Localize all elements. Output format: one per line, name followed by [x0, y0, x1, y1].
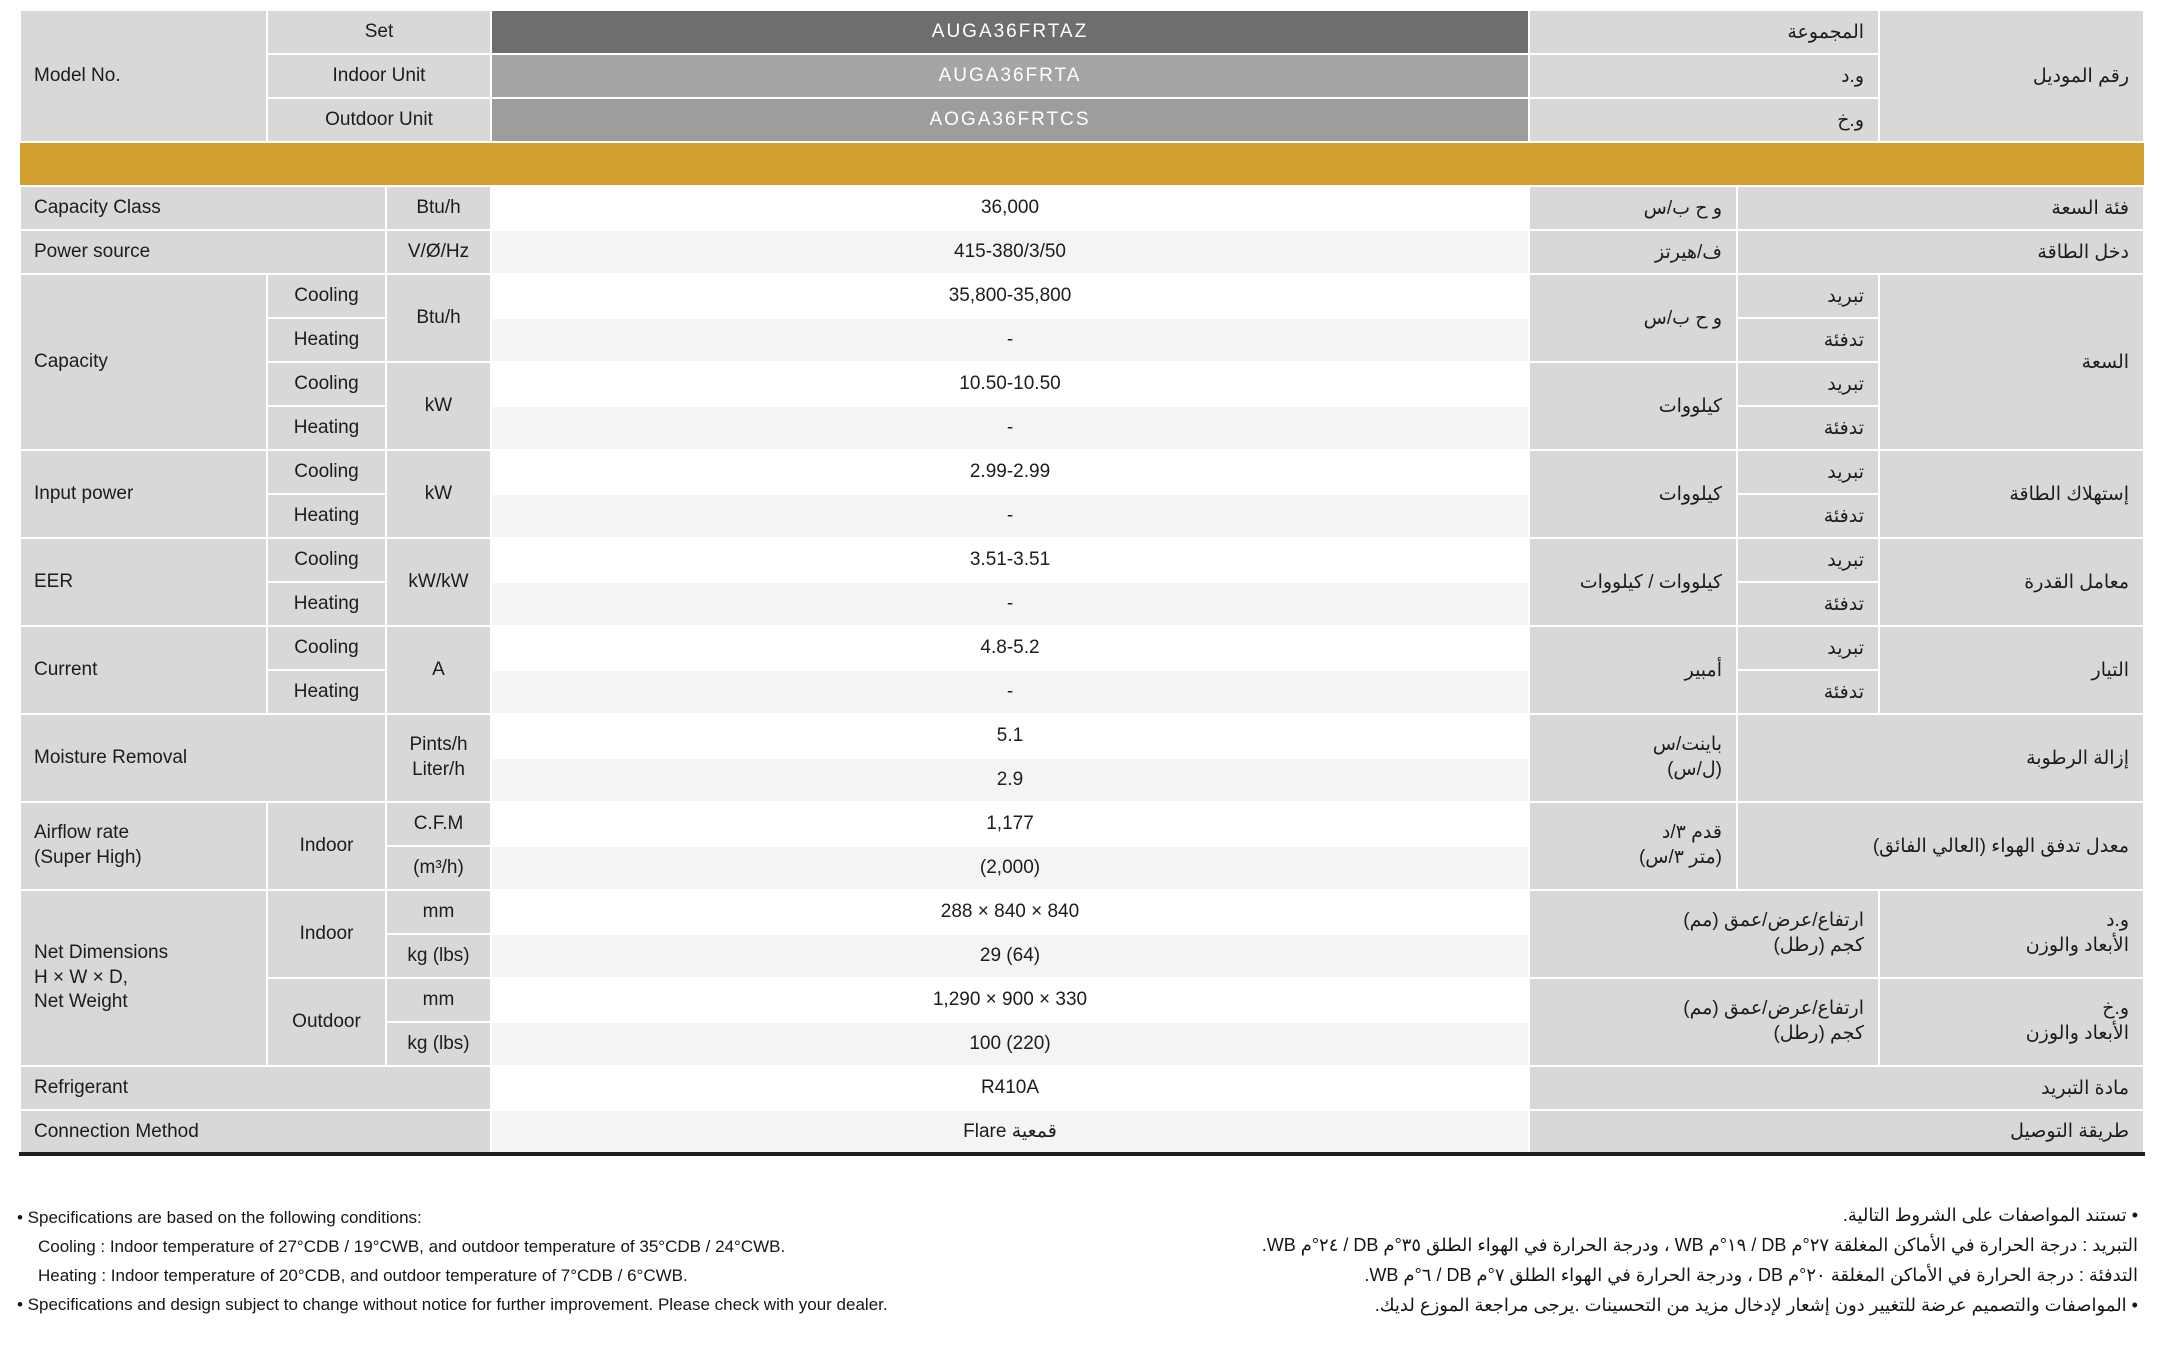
capacity-kw-unit-ar: كيلووات	[1529, 362, 1737, 450]
power-source-label: Power source	[20, 230, 386, 274]
moisture-label-ar: إزالة الرطوبة	[1737, 714, 2144, 802]
row-moisture-pints	[20, 714, 2144, 758]
capacity-class-unit-ar: و ح ب/س	[1529, 186, 1737, 230]
moisture-label: Moisture Removal	[20, 714, 386, 802]
airflow-unit-ar-line2: (متر ٣/س)	[1638, 847, 1722, 868]
eer-unit-ar: كيلووات / كيلووات	[1529, 538, 1737, 626]
gold-separator	[20, 142, 2144, 186]
capacity-class-label-ar: فئة السعة	[1737, 186, 2144, 230]
eer-unit: kW/kW	[386, 538, 491, 626]
moisture-pints-value: 5.1	[491, 714, 1529, 758]
connection-label-ar: طريقة التوصيل	[1529, 1110, 2144, 1154]
outdoor-model-value: AOGA36FRTCS	[491, 98, 1529, 142]
model-no-label: Model No.	[20, 10, 267, 142]
input-power-heating-sub-ar: تدفئة	[1737, 494, 1879, 538]
dim-outdoor-mm-value: 1,290 × 900 × 330	[491, 978, 1529, 1022]
moisture-unit-ar-pints: باينت/س	[1652, 734, 1722, 756]
input-power-cooling-sub: Cooling	[267, 450, 386, 494]
row-model-set	[20, 10, 2144, 54]
power-source-unit-ar: ف/هيرتز	[1529, 230, 1737, 274]
power-source-label-ar: دخل الطاقة	[1737, 230, 2144, 274]
eer-label-ar: معامل القدرة	[1879, 538, 2144, 626]
dimensions-label-line3: Net Weight	[34, 991, 128, 1013]
row-capacity-kw-heating	[20, 406, 2144, 450]
indoor-model-value: AUGA36FRTA	[491, 54, 1529, 98]
dimensions-label-line2: H × W × D,	[34, 966, 128, 988]
capacity-kw-heating-sub: Heating	[267, 406, 386, 450]
input-power-label: Input power	[20, 450, 267, 538]
footnote-ar-line-4: • المواصفات والتصميم عرضة للتغيير دون إشعار لإدخال مزيد من التحسينات .يرجى مراجعة الموزع لديك.	[1374, 1295, 2138, 1315]
connection-label: Connection Method	[20, 1110, 491, 1154]
dimensions-label-line1: Net Dimensions	[34, 941, 169, 963]
airflow-unit-m3h: (m³/h)	[386, 846, 491, 890]
dimensions-label	[20, 890, 267, 1066]
input-power-heating-sub: Heating	[267, 494, 386, 538]
row-dim-outdoor-mm	[20, 978, 2144, 1022]
moisture-unit	[386, 714, 491, 802]
dim-indoor-label-ar-line2: الأبعاد والوزن	[2025, 935, 2130, 956]
dim-outdoor-label-ar-line1: و.خ	[2102, 998, 2130, 1020]
eer-heating-sub: Heating	[267, 582, 386, 626]
dim-outdoor-unit-ar-line2: كجم (رطل)	[1773, 1023, 1865, 1044]
dim-indoor-kg-value: 29 (64)	[491, 934, 1529, 978]
row-eer-heating	[20, 582, 2144, 626]
capacity-kw-heating-sub-ar: تدفئة	[1737, 406, 1879, 450]
input-power-cooling-sub-ar: تبريد	[1737, 450, 1879, 494]
footnotes-english	[17, 1203, 888, 1319]
row-model-outdoor	[20, 98, 2144, 142]
row-current-heating	[20, 670, 2144, 714]
row-connection-method	[20, 1110, 2144, 1154]
eer-cooling-sub-ar: تبريد	[1737, 538, 1879, 582]
current-label-ar: التيار	[1879, 626, 2144, 714]
dim-indoor-label-ar-line1: و.د	[2106, 910, 2130, 932]
row-input-power-cooling	[20, 450, 2144, 494]
footnotes-arabic	[1262, 1200, 2138, 1320]
footnote-ar-line-1: • تستند المواصفات على الشروط التالية.	[1842, 1205, 2138, 1225]
outdoor-unit-label-ar: و.خ	[1529, 98, 1879, 142]
indoor-unit-label-ar: و.د	[1529, 54, 1879, 98]
airflow-label-ar: معدل تدفق الهواء (العالي الفائق)	[1737, 802, 2144, 890]
spec-table	[19, 9, 2145, 1156]
moisture-unit-pints: Pints/h	[409, 734, 468, 756]
connection-value: Flare قمعية	[491, 1110, 1529, 1154]
current-unit-ar: أمبير	[1529, 626, 1737, 714]
dim-outdoor-sub: Outdoor	[267, 978, 386, 1066]
eer-cooling-value: 3.51-3.51	[491, 538, 1529, 582]
dim-outdoor-unit-kg: kg (lbs)	[386, 1022, 491, 1066]
set-label: Set	[267, 10, 491, 54]
airflow-unit-ar-line1: قدم ٣/د	[1661, 822, 1722, 844]
footnote-en-line-3: Heating : Indoor temperature of 20°CDB, and outdoor temperature of 7°CDB / 6°CWB.	[38, 1266, 688, 1285]
airflow-unit-cfm: C.F.M	[386, 802, 491, 846]
row-capacity-btuh-heating	[20, 318, 2144, 362]
current-label: Current	[20, 626, 267, 714]
indoor-unit-label: Indoor Unit	[267, 54, 491, 98]
capacity-kw-heating-value: -	[491, 406, 1529, 450]
set-model-value: AUGA36FRTAZ	[491, 10, 1529, 54]
input-power-unit-ar: كيلووات	[1529, 450, 1737, 538]
moisture-unit-ar	[1529, 714, 1737, 802]
moisture-unit-ar-liter: (ل/س)	[1667, 759, 1722, 780]
row-current-cooling	[20, 626, 2144, 670]
current-cooling-value: 4.8-5.2	[491, 626, 1529, 670]
airflow-m3h-value: (2,000)	[491, 846, 1529, 890]
footnote-en-line-4: • Specifications and design subject to change without notice for further improvement. Please check with your dealer.	[17, 1295, 888, 1314]
dim-indoor-label-ar	[1879, 890, 2144, 978]
input-power-heating-value: -	[491, 494, 1529, 538]
footnote-en-line-1: • Specifications are based on the following conditions:	[17, 1208, 422, 1227]
row-power-source	[20, 230, 2144, 274]
capacity-label: Capacity	[20, 274, 267, 450]
current-unit: A	[386, 626, 491, 714]
dim-outdoor-unit-ar	[1529, 978, 1879, 1066]
row-capacity-kw-cooling	[20, 362, 2144, 406]
current-heating-value: -	[491, 670, 1529, 714]
row-capacity-btuh-cooling	[20, 274, 2144, 318]
input-power-label-ar: إستهلاك الطاقة	[1879, 450, 2144, 538]
row-input-power-heating	[20, 494, 2144, 538]
airflow-cfm-value: 1,177	[491, 802, 1529, 846]
eer-cooling-sub: Cooling	[267, 538, 386, 582]
dim-indoor-unit-ar-line1: ارتفاع/عرض/عمق (مم)	[1683, 910, 1865, 932]
row-airflow-cfm	[20, 802, 2144, 846]
footnote-ar-line-3: التدفئة : درجة الحرارة في الأماكن المغلقة ٢٠°م DB ، ودرجة الحرارة في الهواء الطلق ٧°م DB / ٦°م WB.	[1364, 1265, 2138, 1285]
row-refrigerant	[20, 1066, 2144, 1110]
input-power-unit: kW	[386, 450, 491, 538]
capacity-class-value: 36,000	[491, 186, 1529, 230]
capacity-btuh-heating-value: -	[491, 318, 1529, 362]
dim-indoor-unit-ar	[1529, 890, 1879, 978]
airflow-sub: Indoor	[267, 802, 386, 890]
footnote-ar-line-2: التبريد : درجة الحرارة في الأماكن المغلقة ٢٧°م DB / ١٩°م WB ، ودرجة الحرارة في الهواء الطلق ٣٥°م DB / ٢٤°م WB.	[1261, 1235, 2138, 1255]
capacity-btuh-unit: Btu/h	[386, 274, 491, 362]
input-power-cooling-value: 2.99-2.99	[491, 450, 1529, 494]
dim-outdoor-label-ar-line2: الأبعاد والوزن	[2025, 1023, 2130, 1044]
dim-indoor-mm-value: 288 × 840 × 840	[491, 890, 1529, 934]
airflow-label	[20, 802, 267, 890]
dim-indoor-sub: Indoor	[267, 890, 386, 978]
refrigerant-label-ar: مادة التبريد	[1529, 1066, 2144, 1110]
capacity-btuh-unit-ar: و ح ب/س	[1529, 274, 1737, 362]
row-capacity-class	[20, 186, 2144, 230]
airflow-label-line2: (Super High)	[34, 847, 142, 868]
footnote-en-line-2: Cooling : Indoor temperature of 27°CDB / 19°CWB, and outdoor temperature of 35°CDB / 24°CWB.	[38, 1237, 786, 1256]
current-cooling-sub: Cooling	[267, 626, 386, 670]
moisture-liters-value: 2.9	[491, 758, 1529, 802]
dim-outdoor-label-ar	[1879, 978, 2144, 1066]
current-cooling-sub-ar: تبريد	[1737, 626, 1879, 670]
dim-indoor-unit-ar-line2: كجم (رطل)	[1773, 935, 1865, 956]
gold-separator-bar	[20, 142, 2144, 186]
refrigerant-label: Refrigerant	[20, 1066, 491, 1110]
outdoor-unit-label: Outdoor Unit	[267, 98, 491, 142]
capacity-kw-cooling-sub-ar: تبريد	[1737, 362, 1879, 406]
power-source-value: 415-380/3/50	[491, 230, 1529, 274]
capacity-btuh-cooling-sub: Cooling	[267, 274, 386, 318]
current-heating-sub: Heating	[267, 670, 386, 714]
capacity-btuh-heating-sub: Heating	[267, 318, 386, 362]
row-dim-indoor-mm	[20, 890, 2144, 934]
capacity-btuh-heating-sub-ar: تدفئة	[1737, 318, 1879, 362]
power-source-unit: V/Ø/Hz	[386, 230, 491, 274]
dim-outdoor-kg-value: 100 (220)	[491, 1022, 1529, 1066]
eer-heating-sub-ar: تدفئة	[1737, 582, 1879, 626]
model-no-label-ar: رقم الموديل	[1879, 10, 2144, 142]
capacity-class-label: Capacity Class	[20, 186, 386, 230]
eer-label: EER	[20, 538, 267, 626]
eer-heating-value: -	[491, 582, 1529, 626]
airflow-label-line1: Airflow rate	[34, 822, 130, 844]
refrigerant-value: R410A	[491, 1066, 1529, 1110]
airflow-unit-ar	[1529, 802, 1737, 890]
set-label-ar: المجموعة	[1529, 10, 1879, 54]
row-eer-cooling	[20, 538, 2144, 582]
capacity-label-ar: السعة	[1879, 274, 2144, 450]
capacity-class-unit: Btu/h	[386, 186, 491, 230]
capacity-btuh-cooling-sub-ar: تبريد	[1737, 274, 1879, 318]
specification-table	[19, 9, 2145, 1156]
capacity-kw-cooling-sub: Cooling	[267, 362, 386, 406]
capacity-kw-unit: kW	[386, 362, 491, 450]
capacity-btuh-cooling-value: 35,800-35,800	[491, 274, 1529, 318]
moisture-unit-liter: Liter/h	[412, 759, 465, 780]
dim-outdoor-unit-ar-line1: ارتفاع/عرض/عمق (مم)	[1683, 998, 1865, 1020]
current-heating-sub-ar: تدفئة	[1737, 670, 1879, 714]
dim-indoor-unit-kg: kg (lbs)	[386, 934, 491, 978]
capacity-kw-cooling-value: 10.50-10.50	[491, 362, 1529, 406]
row-model-indoor	[20, 54, 2144, 98]
dim-indoor-unit-mm: mm	[386, 890, 491, 934]
dim-outdoor-unit-mm: mm	[386, 978, 491, 1022]
